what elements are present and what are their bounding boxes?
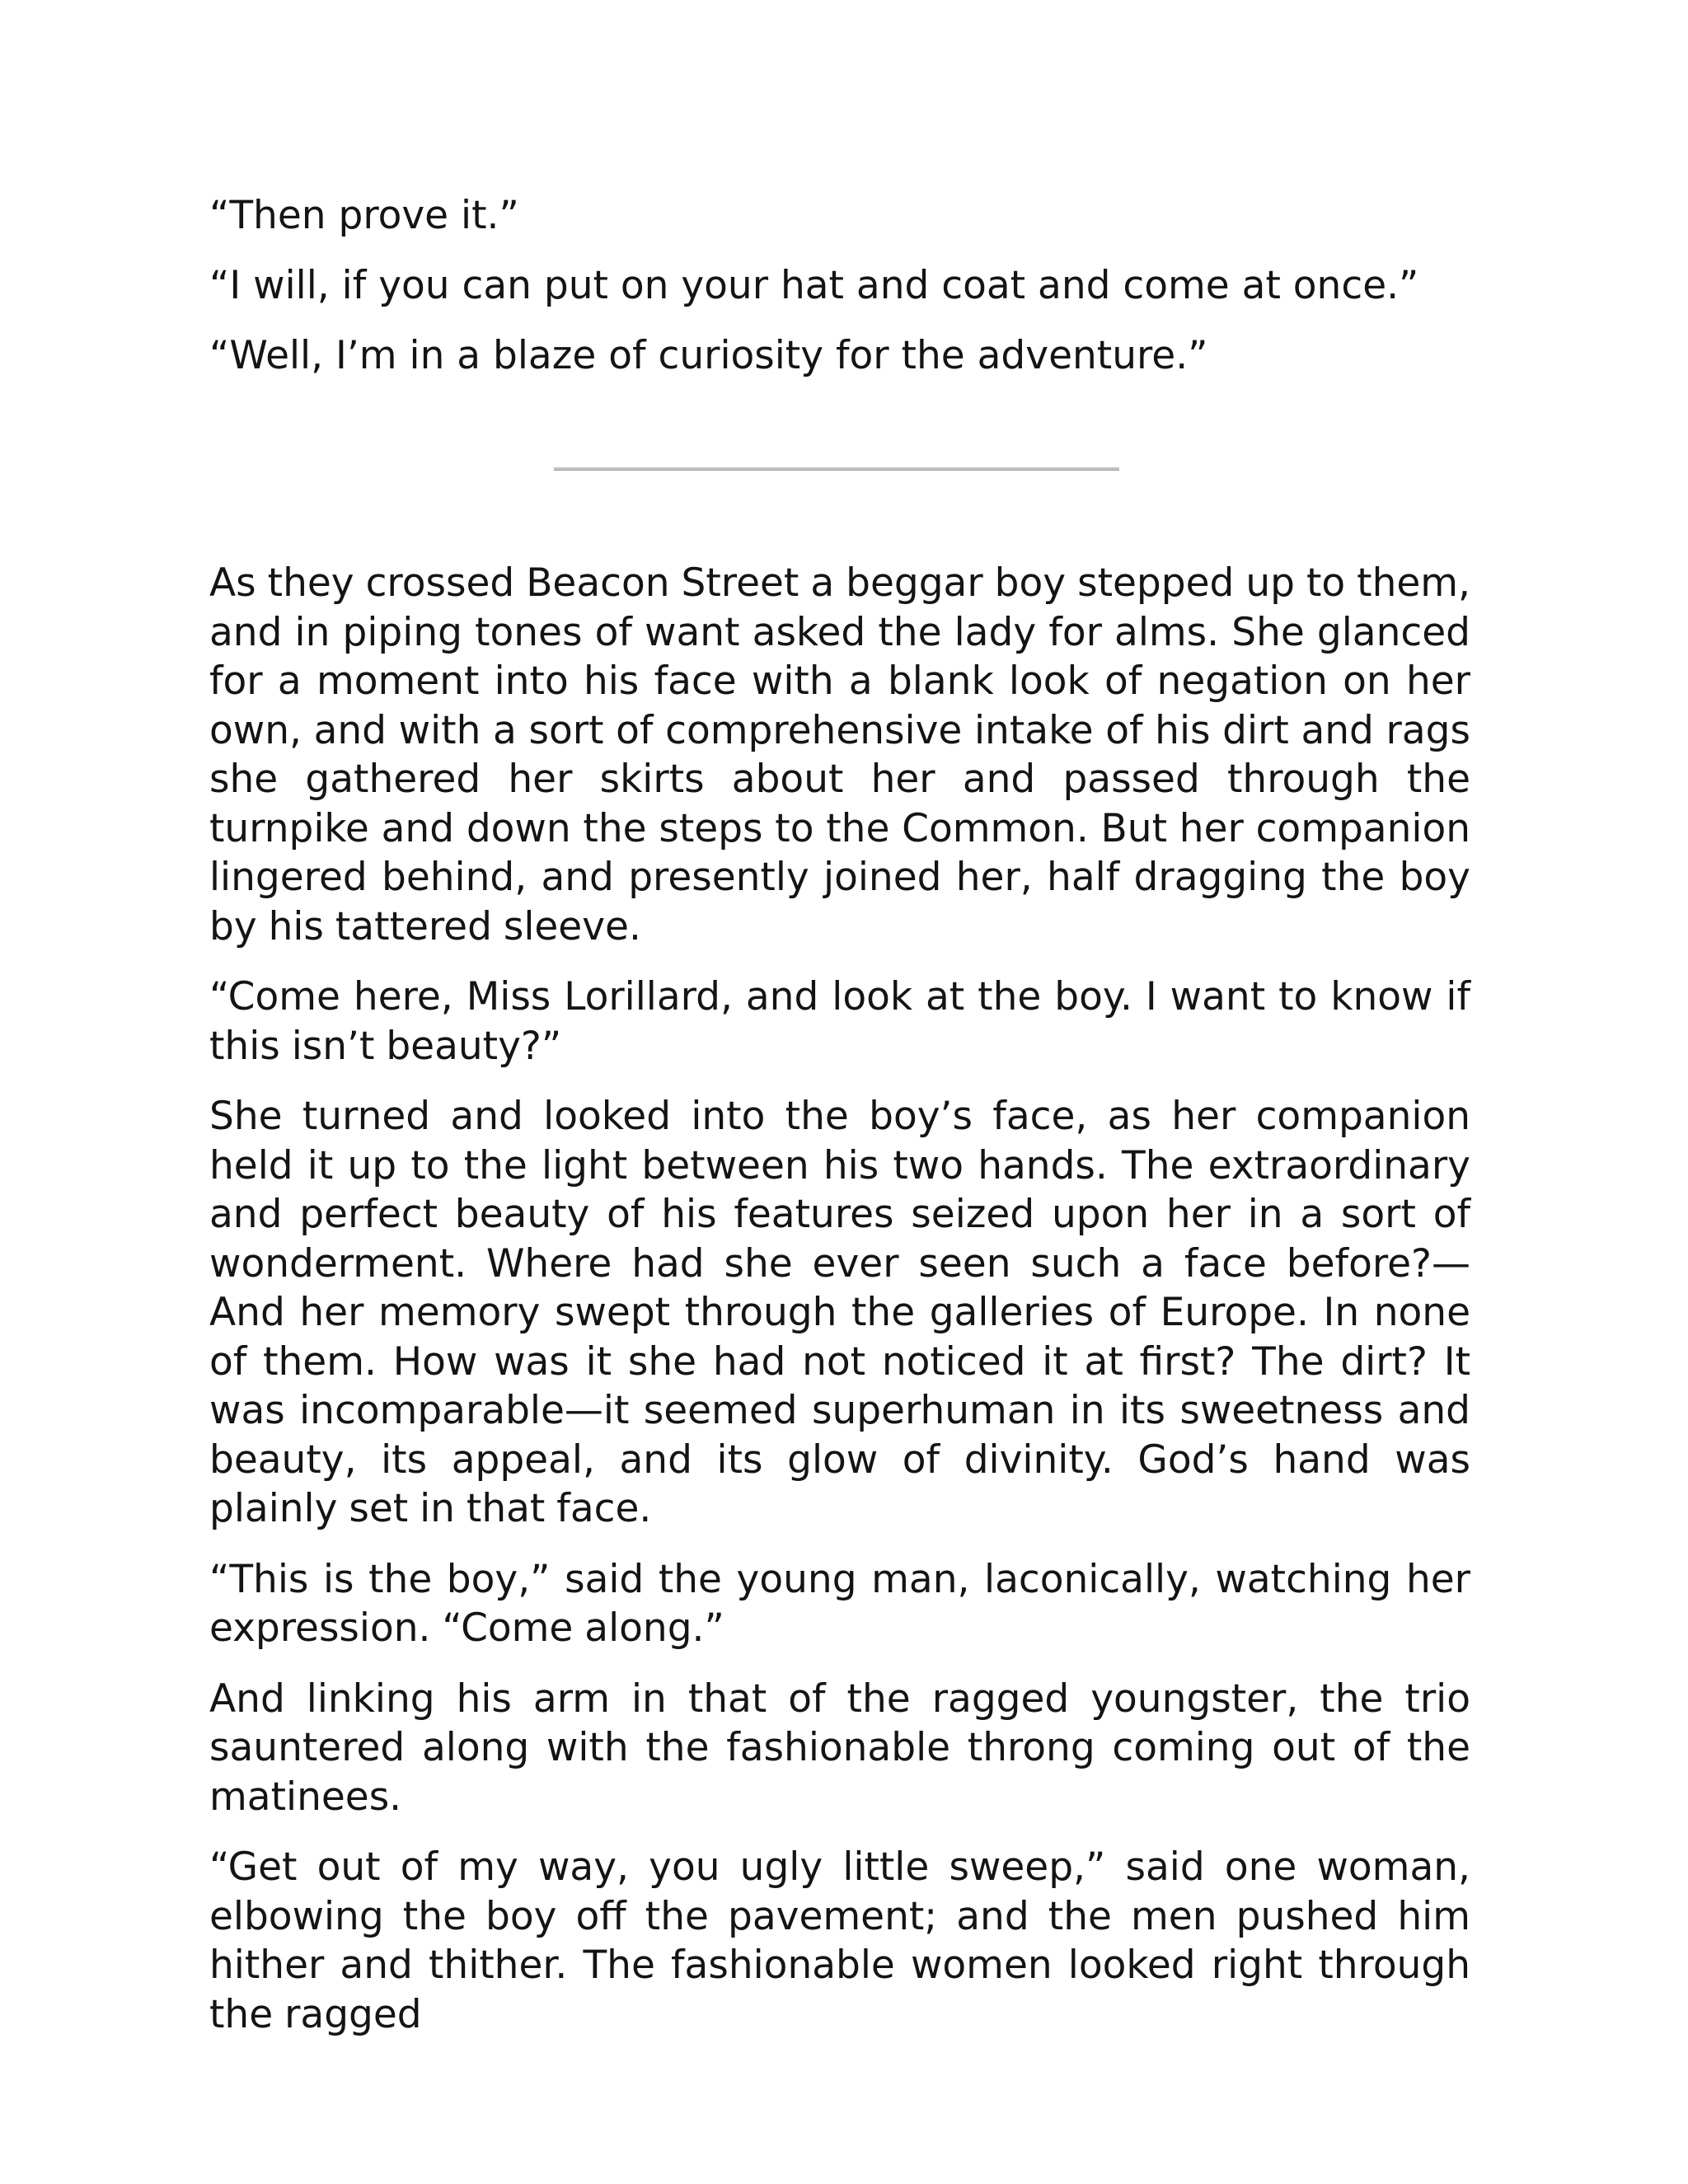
paragraph: She turned and looked into the boy’s face, as her companion held it up to the light between his two hands. The extraordinary and perfect beauty of his features seized upon her in a sort of wonderment. Where had she ever seen such a face before?—And her memory swept through the galleries of Europe. In none of them. How was it she had not noticed it at first? The dirt? It was incomparable—it seemed superhuman in its sweetness and beauty, its appeal, and its glow of divinity. God’s hand was plainly set in that face.	[209, 1094, 1470, 1531]
dialogue-line: “Well, I’m in a blaze of curiosity for the adventure.”	[209, 333, 1208, 378]
paragraph: “Come here, Miss Lorillard, and look at the boy. I want to know if this isn’t beauty?”	[209, 974, 1470, 1069]
dialogue-line: “I will, if you can put on your hat and coat and come at once.”	[209, 263, 1419, 308]
paragraph: “Get out of my way, you ugly little sweep,” said one woman, elbowing the boy off the pavement; and the men pushed him hither and thither. The fashionable women looked right through the ragged	[209, 1844, 1470, 2037]
prose-block	[209, 559, 1470, 2060]
section-divider	[554, 467, 1119, 471]
paragraph: As they crossed Beacon Street a beggar boy stepped up to them, and in piping tones of want asked the lady for alms. She glanced for a moment into his face with a blank look of negation on her own, and with a sort of comprehensive intake of his dirt and rags she gathered her skirts about her and passed through the turnpike and down the steps to the Common. But her companion lingered behind, and presently joined her, half dragging the boy by his tattered sleeve.	[209, 560, 1470, 949]
paragraph: And linking his arm in that of the ragged youngster, the trio sauntered along with the fashionable throng coming out of the matinees.	[209, 1675, 1470, 1820]
paragraph: “This is the boy,” said the young man, laconically, watching her expression. “Come along.”	[209, 1556, 1470, 1651]
dialogue-block	[209, 191, 1470, 401]
dialogue-line: “Then prove it.”	[209, 193, 519, 238]
